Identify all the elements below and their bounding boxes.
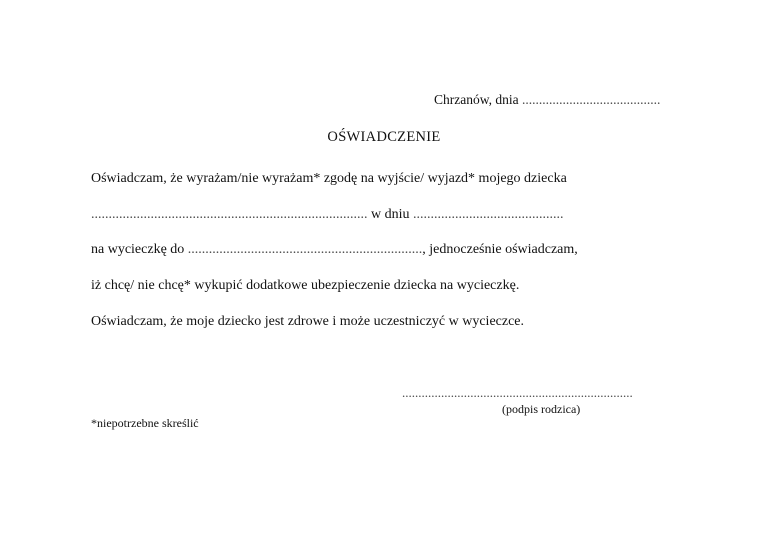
date-blank: ......................................... <box>521 92 661 107</box>
footnote: *niepotrzebne skreślić <box>91 416 199 430</box>
statement-line-5: Oświadczam, że moje dziecko jest zdrowe i może uczestniczyć w wycieczce. <box>91 314 525 329</box>
place-date-line <box>434 93 660 107</box>
child-name-blank: ............................................................................... <box>91 207 368 222</box>
destination-blank: ................................................................... <box>187 242 423 257</box>
signature-blank: ....................................................................... <box>402 385 633 400</box>
trip-date-blank: ........................................... <box>413 207 564 222</box>
statement-continuation: , jednocześnie oświadczam, <box>422 242 578 257</box>
statement-line-2 <box>91 208 564 222</box>
statement-line-4: iż chcę/ nie chcę* wykupić dodatkowe ubezpieczenie dziecka na wycieczkę. <box>91 278 520 293</box>
destination-label: na wycieczkę do <box>91 242 185 257</box>
date-label: w dniu <box>371 207 410 222</box>
document-title: OŚWIADCZENIE <box>327 129 441 145</box>
place-date-label: Chrzanów, dnia <box>434 92 519 107</box>
statement-line-3 <box>91 243 578 257</box>
statement-line-1: Oświadczam, że wyrażam/nie wyrażam* zgodę na wyjście/ wyjazd* mojego dziecka <box>91 171 567 186</box>
signature-caption: (podpis rodzica) <box>502 402 581 416</box>
